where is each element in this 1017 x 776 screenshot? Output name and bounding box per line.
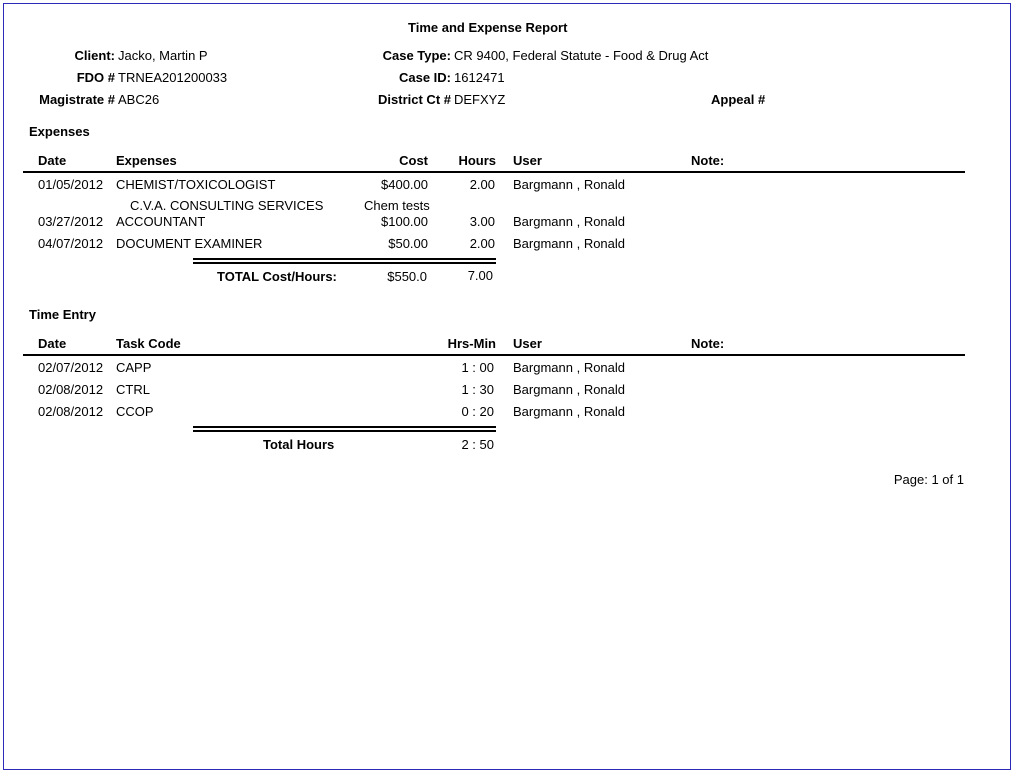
expense-user: Bargmann , Ronald bbox=[513, 236, 626, 251]
expenses-header-expenses: Expenses bbox=[116, 153, 177, 168]
fdo-label: FDO # bbox=[76, 70, 115, 85]
time-total-hours: 2 : 50 bbox=[461, 437, 494, 452]
expense-cost: $50.00 bbox=[388, 236, 428, 251]
time-total-label: Total Hours bbox=[263, 437, 335, 452]
table-row bbox=[0, 404, 1000, 422]
expenses-header-rule bbox=[23, 171, 965, 173]
time-date: 02/08/2012 bbox=[38, 382, 104, 397]
report-title: Time and Expense Report bbox=[408, 20, 568, 35]
page-number: Page: 1 of 1 bbox=[893, 472, 964, 487]
expense-hours: 2.00 bbox=[469, 236, 495, 251]
expense-name: CHEMIST/TOXICOLOGIST bbox=[116, 177, 276, 192]
expense-date: 04/07/2012 bbox=[38, 236, 104, 251]
case-id-label: Case ID: bbox=[398, 70, 451, 85]
time-hrs-min: 0 : 20 bbox=[461, 404, 494, 419]
expenses-header-note: Note: bbox=[691, 153, 725, 168]
case-type-label: Case Type: bbox=[382, 48, 451, 63]
expense-hours: 3.00 bbox=[469, 214, 495, 229]
time-header-hrs-min: Hrs-Min bbox=[447, 336, 496, 351]
time-header-date: Date bbox=[38, 336, 67, 351]
time-header-task-code: Task Code bbox=[116, 336, 181, 351]
expense-date: 01/05/2012 bbox=[38, 177, 104, 192]
expense-cost: $100.00 bbox=[381, 214, 428, 229]
expenses-total-label: TOTAL Cost/Hours: bbox=[217, 269, 337, 284]
time-hrs-min: 1 : 00 bbox=[461, 360, 494, 375]
expenses-total-hours: 7.00 bbox=[467, 268, 493, 283]
appeal-label: Appeal # bbox=[711, 92, 766, 107]
table-row bbox=[0, 382, 1000, 400]
time-task-code: CCOP bbox=[116, 404, 154, 419]
time-hrs-min: 1 : 30 bbox=[461, 382, 494, 397]
time-entry-section-title: Time Entry bbox=[29, 307, 96, 322]
expense-cost: $400.00 bbox=[381, 177, 428, 192]
expense-date: 03/27/2012 bbox=[38, 214, 104, 229]
case-type-value: CR 9400, Federal Statute - Food & Drug Act bbox=[454, 48, 709, 63]
time-user: Bargmann , Ronald bbox=[513, 360, 626, 375]
time-date: 02/07/2012 bbox=[38, 360, 104, 375]
time-header-user: User bbox=[513, 336, 542, 351]
expense-name: ACCOUNTANT bbox=[116, 214, 206, 229]
expenses-header-cost: Cost bbox=[399, 153, 428, 168]
expenses-header-date: Date bbox=[38, 153, 67, 168]
time-task-code: CAPP bbox=[116, 360, 152, 375]
district-label: District Ct # bbox=[378, 92, 451, 107]
expense-note: Chem tests bbox=[364, 198, 430, 213]
expenses-header-hours: Hours bbox=[458, 153, 496, 168]
time-user: Bargmann , Ronald bbox=[513, 404, 626, 419]
expense-name: DOCUMENT EXAMINER bbox=[116, 236, 263, 251]
table-row bbox=[0, 236, 1000, 254]
time-date: 02/08/2012 bbox=[38, 404, 104, 419]
district-value: DEFXYZ bbox=[454, 92, 506, 107]
time-task-code: CTRL bbox=[116, 382, 150, 397]
expense-user: Bargmann , Ronald bbox=[513, 214, 626, 229]
fdo-value: TRNEA201200033 bbox=[118, 70, 228, 85]
client-value: Jacko, Martin P bbox=[118, 48, 208, 63]
table-row bbox=[0, 177, 1000, 195]
expenses-total-cost: $550.0 bbox=[387, 269, 427, 284]
time-user: Bargmann , Ronald bbox=[513, 382, 626, 397]
expense-user: Bargmann , Ronald bbox=[513, 177, 626, 192]
expenses-header-user: User bbox=[513, 153, 542, 168]
client-label: Client: bbox=[74, 48, 115, 63]
time-header-note: Note: bbox=[691, 336, 725, 351]
expenses-section-title: Expenses bbox=[29, 124, 90, 139]
table-row bbox=[0, 214, 1000, 232]
expenses-total-rule bbox=[193, 258, 496, 264]
expense-hours: 2.00 bbox=[469, 177, 495, 192]
table-row bbox=[0, 360, 1000, 378]
expense-vendor: C.V.A. CONSULTING SERVICES bbox=[130, 198, 324, 213]
magistrate-value: ABC26 bbox=[118, 92, 160, 107]
time-total-rule bbox=[193, 426, 496, 432]
magistrate-label: Magistrate # bbox=[39, 92, 115, 107]
time-header-rule bbox=[23, 354, 965, 356]
case-id-value: 1612471 bbox=[454, 70, 505, 85]
